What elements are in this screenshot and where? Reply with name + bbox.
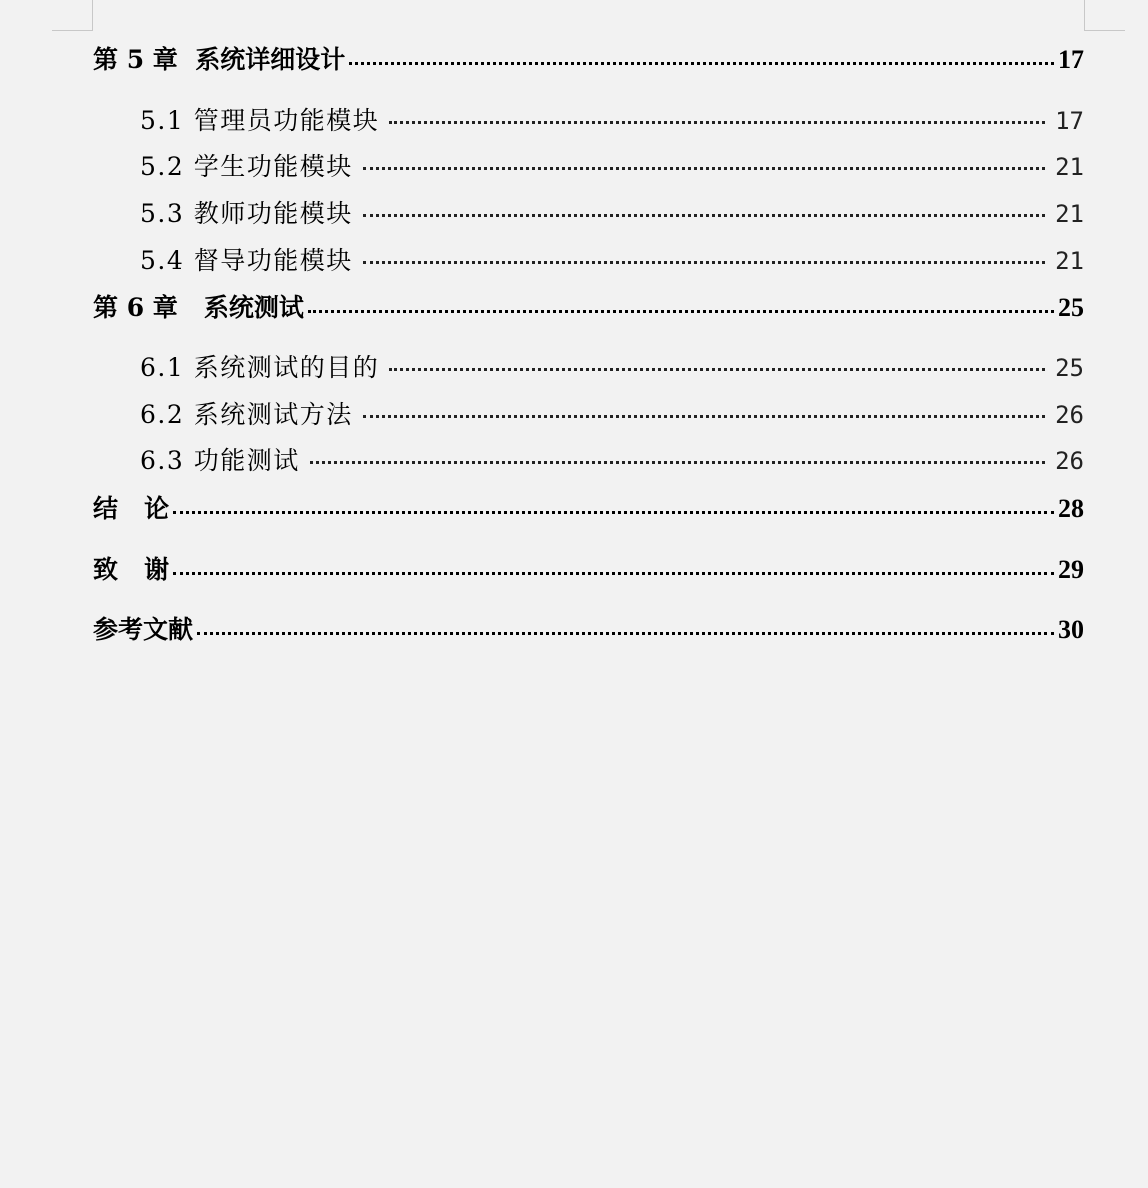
toc-entry-title: 致 谢 [93,555,170,584]
toc-entry-title: 第 6 章 系统测试 [93,293,304,322]
toc-entry-references[interactable] [93,610,1084,646]
toc-entry-5-3[interactable] [93,194,1084,230]
toc-entry-title: 6.1 系统测试的目的 [140,353,380,382]
toc-page-number: 21 [1055,153,1084,181]
toc-page-number: 26 [1055,447,1084,475]
toc-page-number: 30 [1058,615,1084,644]
toc-page-number: 28 [1058,494,1084,523]
toc-entry-title: 结 论 [93,494,170,523]
toc-dot-leader [349,62,1054,65]
toc-entry-5-4[interactable] [93,241,1084,277]
toc-entry-title: 第 5 章 系统详细设计 [93,45,346,74]
toc-dot-leader [310,461,1045,464]
toc-dot-leader [389,121,1045,124]
toc-entry-title: 5.2 学生功能模块 [140,152,353,181]
toc-dot-leader [363,214,1045,217]
toc-page-number: 25 [1058,293,1084,322]
toc-dot-leader [308,310,1054,313]
toc-entry-title: 5.3 教师功能模块 [140,199,353,228]
toc-entry-5-2[interactable] [93,147,1084,183]
toc-entry-conclusion[interactable] [93,489,1084,525]
toc-dot-leader [173,572,1054,575]
toc-page-number: 17 [1055,107,1084,135]
toc-page-number: 29 [1058,555,1084,584]
toc-entry-title: 6.3 功能测试 [140,446,300,475]
toc-entry-title: 5.4 督导功能模块 [140,246,353,275]
toc-page-number: 17 [1058,45,1084,74]
toc-dot-leader [363,261,1045,264]
toc-dot-leader [197,632,1054,635]
toc-dot-leader [173,511,1054,514]
toc-entry-5-1[interactable] [93,101,1084,137]
toc-dot-leader [363,415,1045,418]
toc-entry-chapter-6[interactable] [93,288,1084,324]
toc-dot-leader [389,368,1045,371]
page-corner-mark-left [52,0,93,31]
toc-entry-6-2[interactable] [93,395,1084,431]
page-corner-mark-right [1084,0,1125,31]
toc-page-number: 26 [1055,401,1084,429]
toc-page-number: 21 [1055,200,1084,228]
toc-entry-6-1[interactable] [93,348,1084,384]
toc-page-number: 25 [1055,354,1084,382]
toc-entry-chapter-5[interactable] [93,40,1084,76]
toc-dot-leader [363,167,1045,170]
toc-entry-title: 5.1 管理员功能模块 [140,106,380,135]
toc-page-number: 21 [1055,247,1084,275]
toc-entry-acknowledgements[interactable] [93,550,1084,586]
toc-entry-6-3[interactable] [93,441,1084,477]
toc-entry-title: 参考文献 [93,615,194,644]
toc-entry-title: 6.2 系统测试方法 [140,400,353,429]
